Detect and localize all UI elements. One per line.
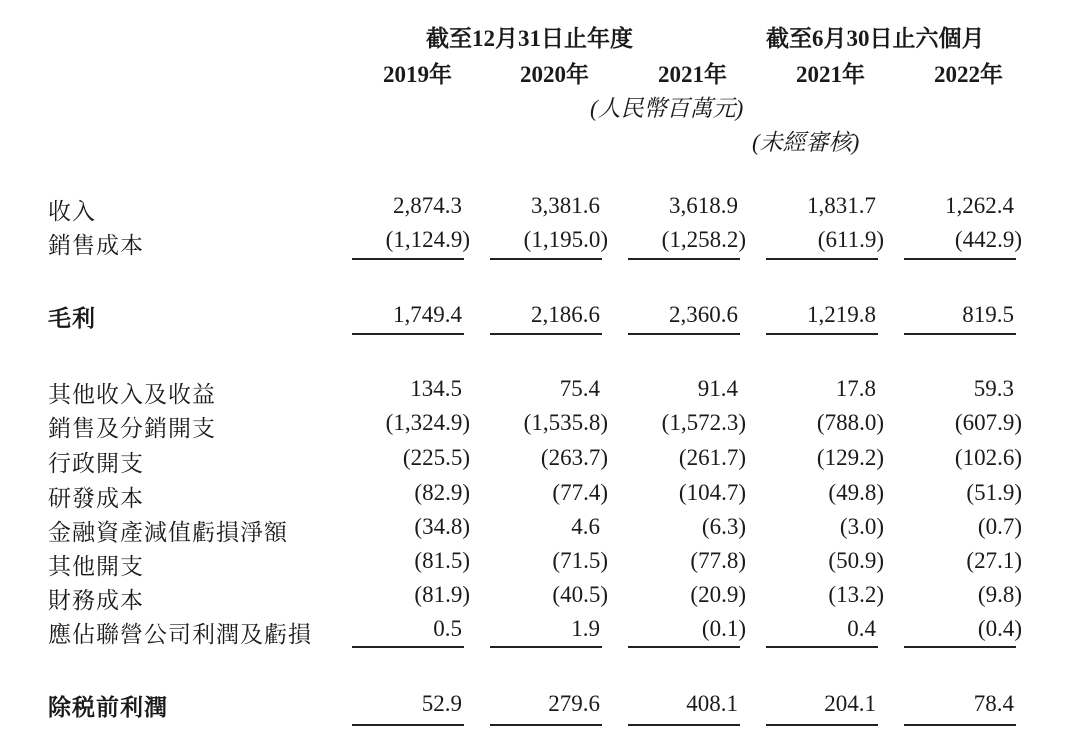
table-cell: 52.9: [421, 691, 462, 716]
underline-rule: [628, 258, 740, 260]
underline-rule: [352, 724, 464, 726]
table-cell: (77.4): [552, 480, 608, 505]
underline-rule: [490, 333, 602, 335]
table-cell: 59.3: [973, 376, 1014, 401]
underline-rule: [904, 646, 1016, 648]
table-cell: (20.9): [690, 582, 746, 607]
table-cell: (81.9): [414, 582, 470, 607]
row-label-profit-before-tax: 除税前利潤: [48, 695, 168, 720]
table-cell: (49.8): [828, 480, 884, 505]
table-cell: (6.3): [701, 514, 746, 539]
table-cell: (13.2): [828, 582, 884, 607]
underline-rule: [766, 724, 878, 726]
table-cell: 134.5: [410, 376, 462, 401]
column-header-2020: 2020年: [520, 62, 589, 87]
row-label-gross-profit: 毛利: [48, 306, 96, 331]
table-cell: (9.8): [977, 582, 1022, 607]
underline-rule: [490, 646, 602, 648]
table-cell: 17.8: [835, 376, 876, 401]
header-group-annual: 截至12月31日止年度: [426, 26, 633, 51]
underline-rule: [628, 646, 740, 648]
table-cell: (1,535.8): [523, 410, 608, 435]
column-header-2021: 2021年: [658, 62, 727, 87]
table-cell: 2,360.6: [669, 302, 738, 327]
table-cell: 0.5: [433, 616, 462, 641]
table-cell: 2,186.6: [531, 302, 600, 327]
row-label-admin-expenses: 行政開支: [48, 451, 144, 476]
table-cell: (261.7): [678, 445, 746, 470]
table-cell: (50.9): [828, 548, 884, 573]
row-label-cost-of-sales: 銷售成本: [48, 233, 144, 258]
table-cell: (71.5): [552, 548, 608, 573]
row-label-finance-costs: 財務成本: [48, 588, 144, 613]
underline-rule: [628, 333, 740, 335]
table-cell: (263.7): [540, 445, 608, 470]
underline-rule: [766, 333, 878, 335]
table-cell: 1.9: [571, 616, 600, 641]
table-cell: (129.2): [816, 445, 884, 470]
table-cell: (104.7): [678, 480, 746, 505]
table-cell: 204.1: [824, 691, 876, 716]
column-header-2019: 2019年: [383, 62, 452, 87]
table-cell: (0.4): [977, 616, 1022, 641]
table-cell: 2,874.3: [393, 193, 462, 218]
table-cell: 1,749.4: [393, 302, 462, 327]
table-cell: (51.9): [966, 480, 1022, 505]
row-label-selling-expenses: 銷售及分銷開支: [48, 416, 216, 441]
table-cell: (0.1): [701, 616, 746, 641]
table-cell: (0.7): [977, 514, 1022, 539]
underline-rule: [904, 724, 1016, 726]
table-cell: (3.0): [839, 514, 884, 539]
table-cell: 75.4: [559, 376, 600, 401]
table-cell: (1,258.2): [661, 227, 746, 252]
table-cell: (1,195.0): [523, 227, 608, 252]
underline-rule: [352, 333, 464, 335]
column-header-2022-interim: 2022年: [934, 62, 1003, 87]
underline-rule: [904, 333, 1016, 335]
column-header-2021-interim: 2021年: [796, 62, 865, 87]
underline-rule: [352, 258, 464, 260]
underline-rule: [352, 646, 464, 648]
table-cell: 3,618.9: [669, 193, 738, 218]
table-cell: (1,572.3): [661, 410, 746, 435]
table-cell: 91.4: [697, 376, 738, 401]
underline-rule: [766, 646, 878, 648]
table-cell: 1,219.8: [807, 302, 876, 327]
table-cell: (225.5): [402, 445, 470, 470]
table-cell: 3,381.6: [531, 193, 600, 218]
table-cell: 408.1: [686, 691, 738, 716]
underline-rule: [766, 258, 878, 260]
table-cell: (82.9): [414, 480, 470, 505]
table-cell: 0.4: [847, 616, 876, 641]
underline-rule: [628, 724, 740, 726]
table-cell: (442.9): [954, 227, 1022, 252]
row-label-other-expenses: 其他開支: [48, 554, 144, 579]
header-group-interim: 截至6月30日止六個月: [766, 26, 985, 51]
table-cell: 78.4: [973, 691, 1014, 716]
currency-note: (人民幣百萬元): [590, 96, 744, 121]
table-cell: (81.5): [414, 548, 470, 573]
table-cell: 4.6: [571, 514, 600, 539]
row-label-share-of-associates: 應佔聯營公司利潤及虧損: [48, 622, 312, 647]
table-cell: (102.6): [954, 445, 1022, 470]
table-cell: 1,831.7: [807, 193, 876, 218]
table-cell: 279.6: [548, 691, 600, 716]
unaudited-note: (未經審核): [752, 130, 860, 155]
table-cell: (607.9): [954, 410, 1022, 435]
underline-rule: [490, 724, 602, 726]
table-cell: (611.9): [817, 227, 884, 252]
table-cell: (40.5): [552, 582, 608, 607]
table-cell: 819.5: [962, 302, 1014, 327]
row-label-other-income: 其他收入及收益: [48, 382, 216, 407]
underline-rule: [904, 258, 1016, 260]
row-label-rnd-costs: 研發成本: [48, 486, 144, 511]
table-cell: 1,262.4: [945, 193, 1014, 218]
table-cell: (34.8): [414, 514, 470, 539]
row-label-impairment-losses: 金融資產減值虧損淨額: [48, 520, 288, 545]
row-label-revenue: 收入: [48, 199, 96, 224]
table-cell: (77.8): [690, 548, 746, 573]
table-cell: (1,324.9): [385, 410, 470, 435]
underline-rule: [490, 258, 602, 260]
table-cell: (1,124.9): [385, 227, 470, 252]
table-cell: (788.0): [816, 410, 884, 435]
table-cell: (27.1): [966, 548, 1022, 573]
